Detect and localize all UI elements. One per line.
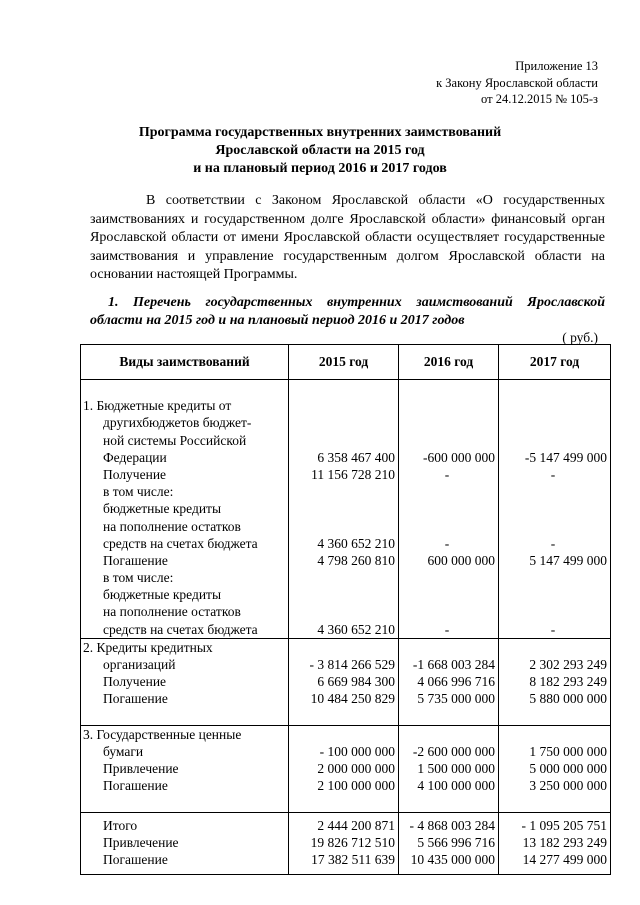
group2-receipt-2016: 4 066 996 716: [417, 674, 495, 690]
group1-receipt-label: Получение: [103, 466, 167, 482]
appendix-date: от 24.12.2015 № 105-з: [481, 92, 598, 106]
group1-repay-label: Погашение: [103, 552, 168, 568]
group2-label-cell: [81, 638, 289, 725]
unit-label: ( руб.): [562, 330, 598, 345]
totals-2015-cell: [289, 812, 399, 875]
group3-receipt-2015: 2 000 000 000: [317, 761, 395, 777]
table-header-row: [81, 345, 611, 380]
document-title: [0, 124, 640, 178]
group1-incl2-2017: -: [550, 621, 556, 637]
group1-repay-2015: 4 798 260 810: [317, 552, 395, 568]
group2-receipt-2017: 8 182 293 249: [529, 674, 607, 690]
title-line-1: Программа государственных внутренних заимствований: [138, 125, 502, 140]
group2-total-2015: - 3 814 266 529: [309, 657, 395, 672]
group2-label-line: 2. Кредиты кредитных: [83, 639, 213, 655]
header-2015: 2015 год: [289, 345, 399, 380]
group2-2015-cell: [289, 638, 399, 725]
group1-repay-2017: 5 147 499 000: [529, 552, 607, 568]
totals-total-2017: - 1 095 205 751: [521, 817, 607, 833]
group2-label-line: организаций: [103, 657, 176, 672]
group1-total-2016: -600 000 000: [423, 449, 495, 465]
totals-label: Итого: [103, 817, 138, 833]
header-2016: 2016 год: [399, 345, 499, 380]
group1-receipt-2015: 11 156 728 210: [311, 466, 395, 482]
group3-2016-cell: [399, 725, 499, 812]
group1-incl-label: в том числе:: [103, 570, 174, 586]
group1-incl1-2016: -: [444, 535, 450, 551]
group2-repay-2017: 5 880 000 000: [529, 691, 607, 707]
totals-repay-2017: 14 277 499 000: [522, 852, 607, 868]
group1-incl-label: в том числе:: [103, 484, 174, 500]
group3-total-2015: - 100 000 000: [319, 743, 395, 759]
borrowings-table: [80, 344, 611, 875]
group1-incl1-2015: 4 360 652 210: [317, 535, 395, 551]
group2-receipt-label: Получение: [103, 674, 167, 690]
intro-paragraph: [90, 192, 605, 285]
totals-label-cell: [81, 812, 289, 875]
table-row-budget-credits: [81, 380, 611, 639]
group3-repay-2016: 4 100 000 000: [417, 778, 495, 794]
totals-total-2016: - 4 868 003 284: [409, 817, 495, 833]
group1-incl-label: средств на счетах бюджета: [103, 535, 258, 551]
group1-repay-2016: 600 000 000: [427, 552, 495, 568]
totals-2017-cell: [499, 812, 611, 875]
totals-repay-label: Погашение: [103, 852, 168, 868]
group1-label-line: другихбюджетов бюджет-: [103, 415, 252, 431]
table-row-securities: [81, 725, 611, 812]
group3-label-cell: [81, 725, 289, 812]
intro-text: В соответствии с Законом Ярославской области «О государственных заимствованиях и государственном долге Ярославской области» финансовый орган Ярославской области от имени Ярославской области осуществляет государственные заимствования и управление государственным долгом Ярославской области на основании настоящей Программы.: [90, 193, 605, 283]
group1-receipt-2016: -: [444, 466, 450, 482]
group1-incl-label: бюджетные кредиты: [103, 501, 222, 517]
group3-label-line: бумаги: [103, 743, 144, 759]
group3-2017-cell: [499, 725, 611, 812]
group3-receipt-2017: 5 000 000 000: [529, 761, 607, 777]
totals-receipt-2016: 5 566 996 716: [417, 834, 495, 850]
appendix-reference: [436, 58, 598, 108]
group1-incl-label: на пополнение остатков: [103, 604, 241, 620]
totals-2016-cell: [399, 812, 499, 875]
group1-incl2-2016: -: [444, 621, 450, 637]
group2-total-2017: 2 302 293 249: [529, 657, 607, 672]
group2-repay-2016: 5 735 000 000: [417, 691, 495, 707]
group1-total-2017: -5 147 499 000: [524, 449, 607, 465]
group3-total-2016: -2 600 000 000: [412, 743, 495, 759]
totals-total-2015: 2 444 200 871: [317, 817, 395, 833]
totals-repay-2016: 10 435 000 000: [410, 852, 495, 868]
header-type: Виды заимствований: [81, 345, 289, 380]
group1-incl1-2017: -: [550, 535, 556, 551]
group1-2017-cell: [499, 380, 611, 639]
table-row-totals: [81, 812, 611, 875]
group1-total-2015: 6 358 467 400: [317, 449, 395, 465]
group1-label-line: Федерации: [103, 449, 167, 465]
title-line-2: Ярославской области на 2015 год: [215, 143, 425, 158]
header-2017: 2017 год: [499, 345, 611, 380]
group3-receipt-2016: 1 500 000 000: [417, 761, 495, 777]
group1-incl-label: на пополнение остатков: [103, 518, 241, 534]
totals-receipt-2017: 13 182 293 249: [522, 834, 607, 850]
group1-2015-cell: [289, 380, 399, 639]
group2-repay-label: Погашение: [103, 691, 168, 707]
totals-receipt-label: Привлечение: [103, 834, 179, 850]
group2-receipt-2015: 6 669 984 300: [317, 674, 395, 690]
group3-2015-cell: [289, 725, 399, 812]
group1-receipt-2017: -: [550, 466, 556, 482]
group3-total-2017: 1 750 000 000: [529, 743, 607, 759]
section-title: 1. Перечень государственных внутренних заимствований Ярославской области на 2015 год и на плановый период 2016 и 2017 годов: [90, 295, 605, 328]
group1-incl-label: средств на счетах бюджета: [103, 621, 258, 637]
title-line-3: и на плановый период 2016 и 2017 годов: [193, 161, 447, 176]
group3-receipt-label: Привлечение: [103, 761, 179, 777]
appendix-law: к Закону Ярославской области: [436, 75, 598, 90]
group2-2016-cell: [399, 638, 499, 725]
group3-repay-2017: 3 250 000 000: [529, 778, 607, 794]
group3-repay-label: Погашение: [103, 778, 168, 794]
group1-label-line: 1. Бюджетные кредиты от: [83, 398, 232, 414]
group2-total-2016: -1 668 003 284: [412, 657, 495, 672]
appendix-number: Приложение 13: [515, 59, 598, 73]
totals-receipt-2015: 19 826 712 510: [310, 834, 395, 850]
group2-2017-cell: [499, 638, 611, 725]
totals-repay-2015: 17 382 511 639: [311, 852, 395, 868]
group1-2016-cell: [399, 380, 499, 639]
group3-repay-2015: 2 100 000 000: [317, 778, 395, 794]
group1-label-line: ной системы Российской: [103, 432, 247, 448]
group3-label-line: 3. Государственные ценные: [83, 726, 242, 742]
group1-label-cell: [81, 380, 289, 639]
group1-incl-label: бюджетные кредиты: [103, 587, 222, 603]
group1-incl2-2015: 4 360 652 210: [317, 621, 395, 637]
table-row-credit-organizations: [81, 638, 611, 725]
group2-repay-2015: 10 484 250 829: [310, 691, 395, 707]
